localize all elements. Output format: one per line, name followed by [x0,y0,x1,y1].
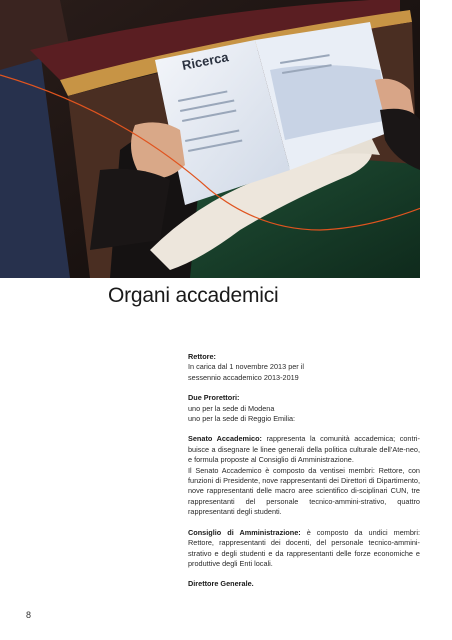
consiglio-text [188,528,420,570]
senato-label: Senato Accademico: [188,434,262,444]
senato-intro [188,434,420,465]
page-number: 8 [26,610,32,620]
prorettori-line: uno per la sede di Modena [188,403,275,413]
prorettori-label: Due Prorettori: [188,393,240,403]
rettore-line: In carica dal 1 novembre 2013 per il [188,362,305,372]
consiglio-block [188,528,420,570]
organs-list [188,352,420,600]
direttore-block [188,579,420,589]
rettore-block [188,352,420,383]
brochure-heading: Ricerca [180,49,230,73]
senato-composition: Il Senato Accademico è composto da ventisei membri: Rettore, con funzioni di Presidente, nove rappresentanti dei Direttori di Dipartimento, nove rappresentanti delle macro aree scientifico di-sciplinari CUN, tre rappresentanti del personale tecnico-ammini-strativo, quattro rappresentanti degli studenti. [188,465,420,517]
consiglio-label: Consiglio di Amministrazione: [188,527,301,537]
senato-block [188,434,420,517]
header-photo [0,0,420,278]
prorettori-line: uno per la sede di Reggio Emilia: [188,414,296,424]
rettore-line: sessennio accademico 2013-2019 [188,372,299,382]
prorettori-block [188,393,420,424]
rettore-label: Rettore: [188,352,216,361]
direttore-label: Direttore Generale. [188,579,254,589]
section-title: Organi accademici [108,284,279,307]
senato-text: rappresenta la comunità accademica; contri-buisce a disegnare le linee generali della politica culturale dell’Ate-neo, e formula proposte al Consiglio di Amministrazione. [188,434,420,465]
consiglio-description: è composto da undici membri: Rettore, rappresentanti dei docenti, del personale tecnico-ammini-strativo e degli studenti e da rappresentanti delle forze economiche e produttive degli Enti locali. [188,527,420,568]
reading-brochure-photo [0,0,420,278]
